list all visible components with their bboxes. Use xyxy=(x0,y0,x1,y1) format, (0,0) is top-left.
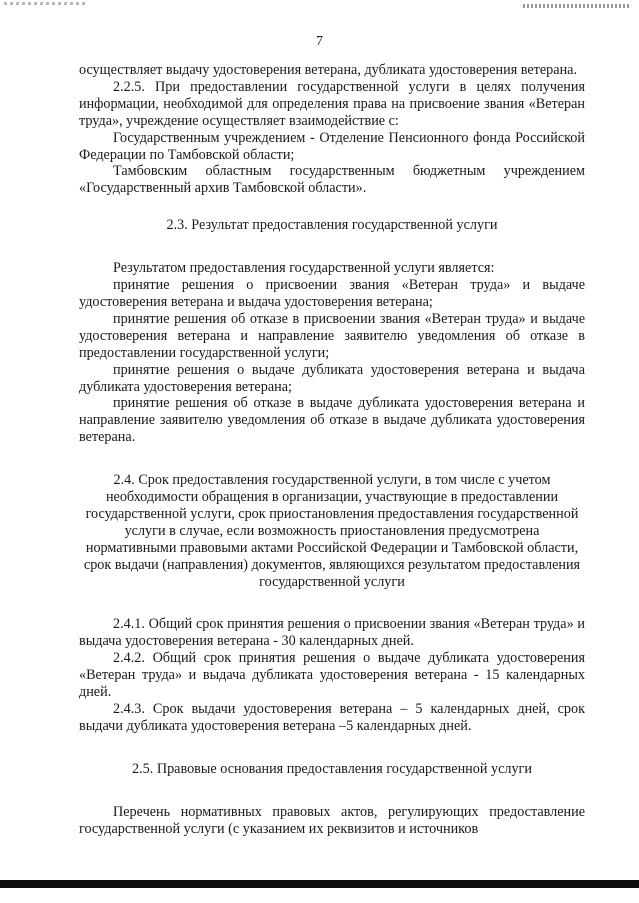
page-number: 7 xyxy=(316,34,323,49)
paragraph-state-archive: Тамбовским областным государственным бюджетным учреждением «Государственный архив Тамбовской области». xyxy=(79,163,585,197)
paragraph-pension-fund: Государственным учреждением - Отделение Пенсионного фонда Российской Федерации по Тамбовской области; xyxy=(79,129,585,163)
paragraph-result-2: принятие решения об отказе в присвоении звания «Ветеран труда» и выдаче удостоверения ветерана и направление заявителю уведомления об отказе в предоставлении государственной услуги; xyxy=(79,310,585,361)
scan-bottom-edge xyxy=(0,880,639,888)
paragraph-continuation: осуществляет выдачу удостоверения ветерана, дубликата удостоверения ветерана. xyxy=(79,62,578,78)
paragraph-2-4-3: 2.4.3. Срок выдачи удостоверения ветерана – 5 календарных дней, срок выдачи дубликата удостоверения ветерана –5 календарных дней. xyxy=(79,701,585,734)
section-heading-2-5: 2.5. Правовые основания предоставления государственной услуги xyxy=(132,760,532,777)
paragraph-result-3: принятие решения о выдаче дубликата удостоверения ветерана и выдача дубликата удостоверения ветерана; xyxy=(79,361,585,395)
scan-artifact-top-right xyxy=(523,4,631,8)
paragraph-2-4-1: 2.4.1. Общий срок принятия решения о присвоении звания «Ветеран труда» и выдача удостоверения ветерана - 30 календарных дней. xyxy=(79,616,585,650)
document-body xyxy=(79,62,585,838)
paragraph-result-4: принятие решения об отказе в выдаче дубликата удостоверения ветерана и направление заявителю уведомления об отказе в выдаче дубликата удостоверения ветерана. xyxy=(79,395,585,446)
section-heading-2-4: 2.4. Срок предоставления государственной услуги, в том числе с учетом необходимости обращения в организации, участвующие в предоставлении государственной услуги, срок приостановления предоставления государственной услуги в случае, если возможность приостановления предусмотрена нормативными правовыми актами Российской Федерации и Тамбовской области, срок выдачи (направления) документов, являющихся результатом предоставления государственной услуги xyxy=(83,472,581,590)
paragraph-result-1: принятие решения о присвоении звания «Ветеран труда» и выдаче удостоверения ветерана и выдача удостоверения ветерана; xyxy=(79,277,585,310)
scan-artifact-top-left xyxy=(4,2,86,5)
paragraph-result-intro: Результатом предоставления государственной услуги является: xyxy=(113,260,495,277)
paragraph-2-2-5: 2.2.5. При предоставлении государственной услуги в целях получения информации, необходимой для определения права на присвоение звания «Ветеран труда», учреждение осуществляет взаимодействие с: xyxy=(79,78,585,129)
paragraph-2-4-2: 2.4.2. Общий срок принятия решения о выдаче дубликата удостоверения «Ветеран труда» и выдача дубликата удостоверения ветерана - 15 календарных дней. xyxy=(79,650,585,701)
paragraph-legal-acts: Перечень нормативных правовых актов, регулирующих предоставление государственной услуги (с указанием их реквизитов и источников xyxy=(79,803,585,837)
section-heading-2-3: 2.3. Результат предоставления государственной услуги xyxy=(166,217,498,234)
